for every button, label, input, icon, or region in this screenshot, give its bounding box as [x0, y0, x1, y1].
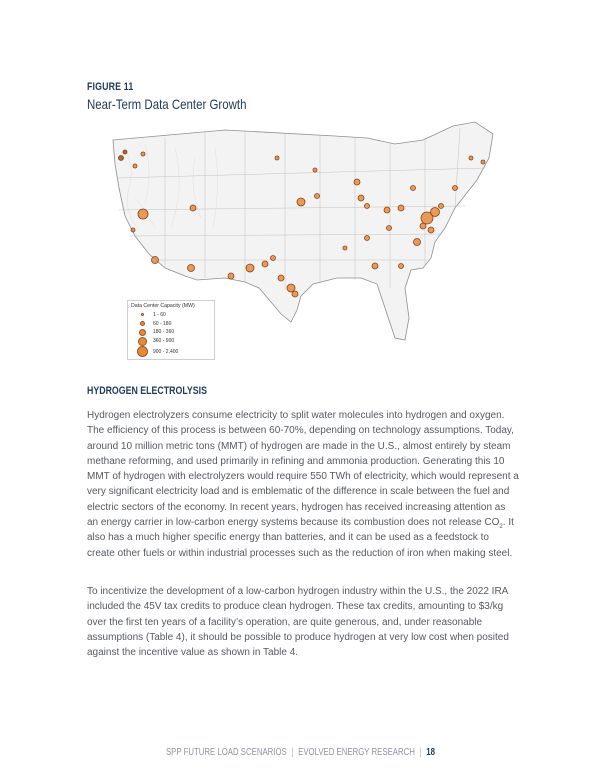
paragraph-2: To incentivize the development of a low-carbon hydrogen industry within the U.S., the 2022 IRA included the 45V tax credits to produce clean hydrogen. These tax credits, amounting to $3/kg over the first ten years of a facility’s operation, are quite generous, and, under reasonable assumptions (Table 4), it should be possible to produce hydrogen at very low cost when posited against the incentive value as shown in Table 4. — [87, 586, 509, 659]
legend-dot-icon — [138, 337, 147, 346]
legend-label: 360 - 900 — [153, 338, 175, 344]
page-number: 18 — [425, 747, 435, 758]
co2-subscript: 2 — [499, 524, 503, 531]
figure-label: FIGURE 11 — [87, 81, 134, 93]
map-legend — [127, 300, 215, 360]
legend-label: 60 - 180 — [153, 321, 172, 327]
footer-org: EVOLVED ENERGY RESEARCH — [297, 747, 415, 758]
legend-item — [128, 347, 214, 356]
legend-item — [128, 311, 214, 320]
page-footer — [0, 747, 600, 758]
legend-label: 180 - 360 — [153, 329, 175, 335]
legend-label: 900 - 2,400 — [153, 349, 179, 355]
legend-item — [128, 328, 214, 337]
legend-dot-icon — [137, 346, 148, 357]
legend-item — [128, 337, 214, 346]
section-heading: HYDROGEN ELECTROLYSIS — [87, 385, 207, 397]
legend-label: 1 - 60 — [153, 312, 166, 318]
legend-dot-icon — [139, 329, 146, 336]
footer-divider: | — [290, 747, 293, 758]
paragraph-1-continuation: . It also has a much higher specific energy than batteries, and it can be used as a feedstock to create other fuels or within industrial processes such as the reduction of iron when making steel. — [87, 517, 514, 559]
legend-dot-icon — [140, 321, 145, 326]
paragraph-1 — [87, 408, 519, 561]
footer-report-title: SPP FUTURE LOAD SCENARIOS — [165, 747, 287, 758]
figure-title: Near-Term Data Center Growth — [87, 96, 247, 112]
paragraph-1-text: Hydrogen electrolyzers consume electricity to split water molecules into hydrogen and oxygen. The efficiency of this process is between 60-70%, depending on technology assumptions. Today, around 10 million metric tons (MMT) of hydrogen are made in the U.S., almost entirely by steam methane reforming, and used primarily in refining and ammonia production. Generating this 10 MMT of hydrogen with electrolyzers would require 550 TWh of electricity, which would represent a very significant electricity load and is emblematic of the difference in scale between the fuel and electric sectors of the economy. In recent years, hydrogen has received increasing attention as an energy carrier in low-carbon energy systems because its combustion does not release CO — [87, 410, 519, 529]
legend-dot-icon — [141, 313, 144, 316]
legend-title: Data Center Capacity (MW) — [131, 303, 195, 309]
footer-divider: | — [419, 747, 422, 758]
